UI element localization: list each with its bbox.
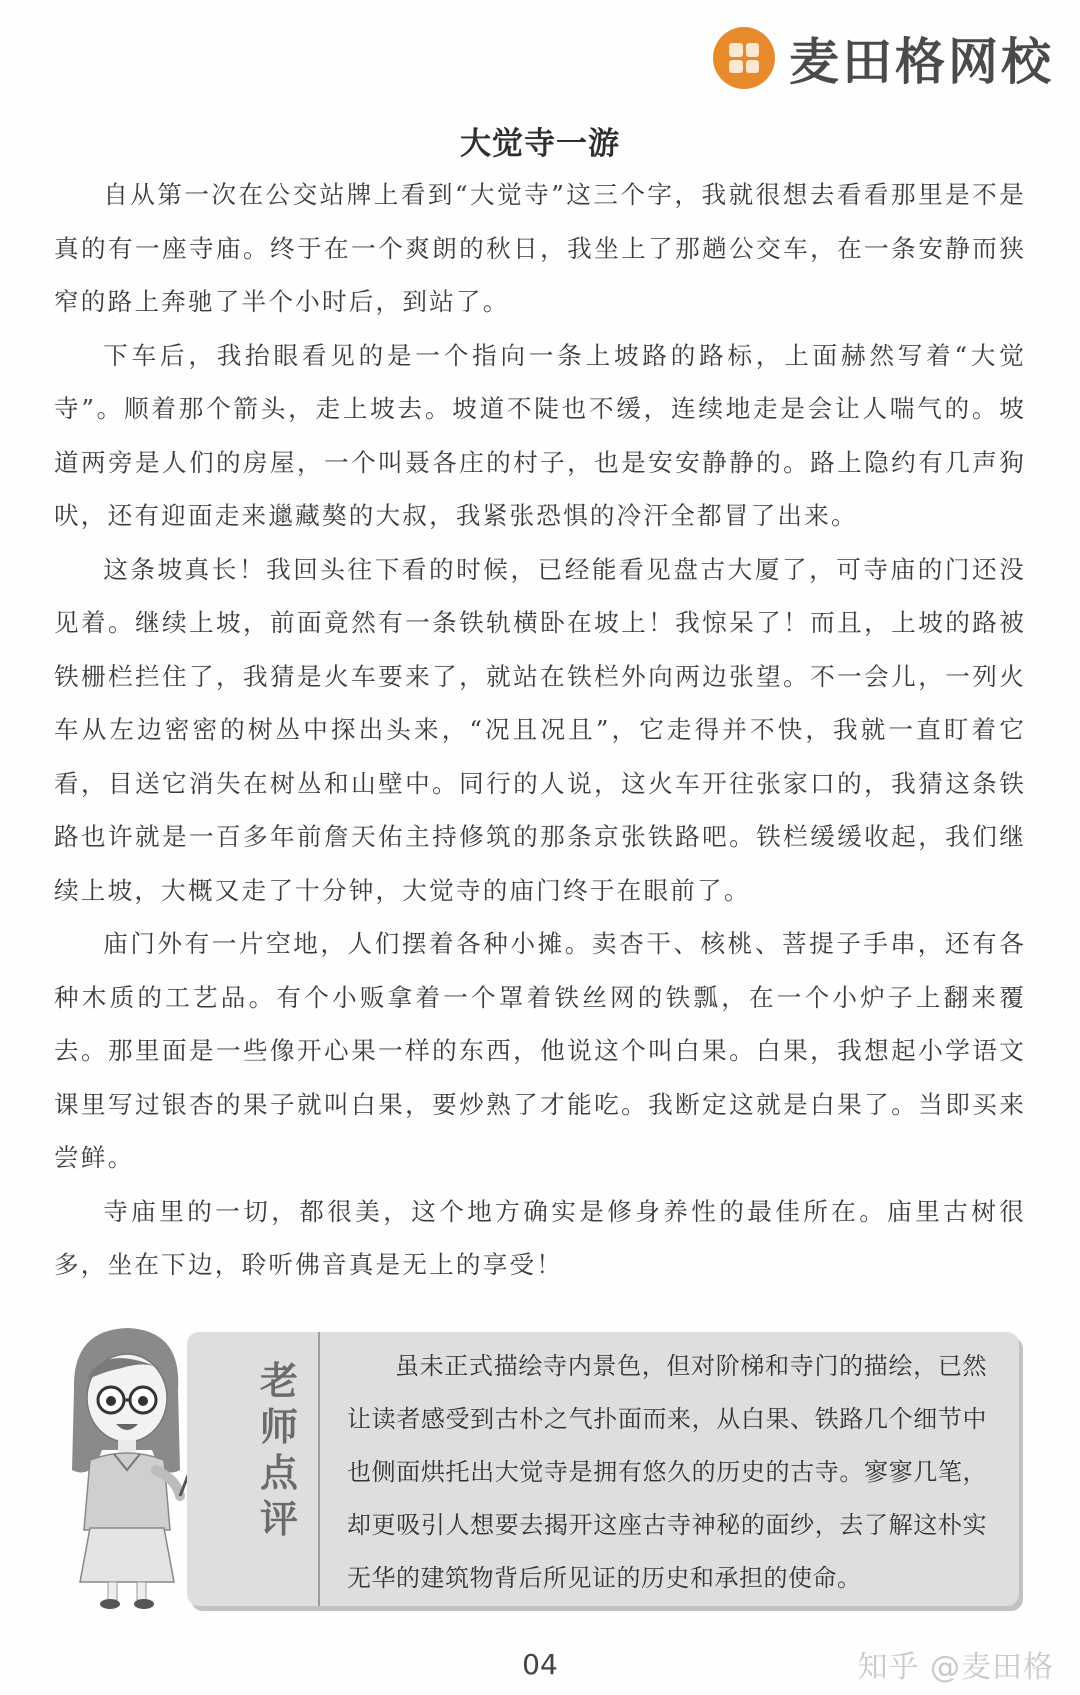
comment-label: 老 师 点 评 bbox=[259, 1359, 298, 1541]
brand-header bbox=[713, 22, 1054, 94]
article-paragraph: 庙门外有一片空地，人们摆着各种小摊。卖杏干、核桃、菩提子手串，还有各种木质的工艺品。有个小贩拿着一个罩着铁丝网的铁瓢，在一个小炉子上翻来覆去。那里面是一些像开心果一样的东西，他说这个叫白果。白果，我想起小学语文课里写过银杏的果子就叫白果，要炒熟了才能吃。我断定这就是白果了。当即买来尝鲜。 bbox=[54, 929, 1026, 1172]
comment-text: 虽未正式描绘寺内景色，但对阶梯和寺门的描绘，已然让读者感受到古朴之气扑面而来，从白果、铁路几个细节中也侧面烘托出大觉寺是拥有悠久的历史的古寺。寥寥几笔，却更吸引人想要去揭开这座古寺神秘的面纱，去了解这朴实无华的建筑物背后所见证的历史和承担的使命。 bbox=[347, 1352, 987, 1592]
teacher-cartoon-illustration bbox=[52, 1320, 202, 1610]
comment-box bbox=[187, 1332, 1019, 1606]
article-body bbox=[54, 168, 1026, 1292]
article-paragraph: 自从第一次在公交站牌上看到“大觉寺”这三个字，我就很想去看看那里是不是真的有一座寺庙。终于在一个爽朗的秋日，我坐上了那趟公交车，在一条安静而狭窄的路上奔驰了半个小时后，到站了。 bbox=[54, 180, 1026, 316]
brand-name: 麦田格网校 bbox=[789, 33, 1054, 91]
page-number: 04 bbox=[522, 1648, 558, 1681]
watermark: 知乎 @麦田格 bbox=[857, 1650, 1054, 1685]
maitiange-logo-icon bbox=[713, 27, 775, 89]
article-paragraph: 下车后，我抬眼看见的是一个指向一条上坡路的路标，上面赫然写着“大觉寺”。顺着那个箭头，走上坡去。坡道不陡也不缓，连续地走是会让人喘气的。坡道两旁是人们的房屋，一个叫聂各庄的村子，也是安安静静的。路上隐约有几声狗吠，还有迎面走来邋藏獒的大叔，我紧张恐惧的冷汗全都冒了出来。 bbox=[54, 340, 1026, 530]
comment-divider bbox=[318, 1332, 320, 1606]
article-paragraph: 寺庙里的一切，都很美，这个地方确实是修身养性的最佳所在。庙里古树很多，坐在下边，聆听佛音真是无上的享受！ bbox=[54, 1196, 1026, 1279]
article-paragraph: 这条坡真长！我回头往下看的时候，已经能看见盘古大厦了，可寺庙的门还没见着。继续上坡，前面竟然有一条铁轨横卧在坡上！我惊呆了！而且，上坡的路被铁栅栏拦住了，我猜是火车要来了，就站在铁栏外向两边张望。不一会儿，一列火车从左边密密的树丛中探出头来，“况且况且”，它走得并不快，我就一直盯着它看，目送它消失在树丛和山壁中。同行的人说，这火车开往张家口的，我猜这条铁路也许就是一百多年前詹天佑主持修筑的那条京张铁路吧。铁栏缓缓收起，我们继续上坡，大概又走了十分钟，大觉寺的庙门终于在眼前了。 bbox=[54, 554, 1026, 905]
teacher-comment-section bbox=[52, 1320, 1002, 1610]
article-title: 大觉寺一游 bbox=[460, 126, 620, 162]
